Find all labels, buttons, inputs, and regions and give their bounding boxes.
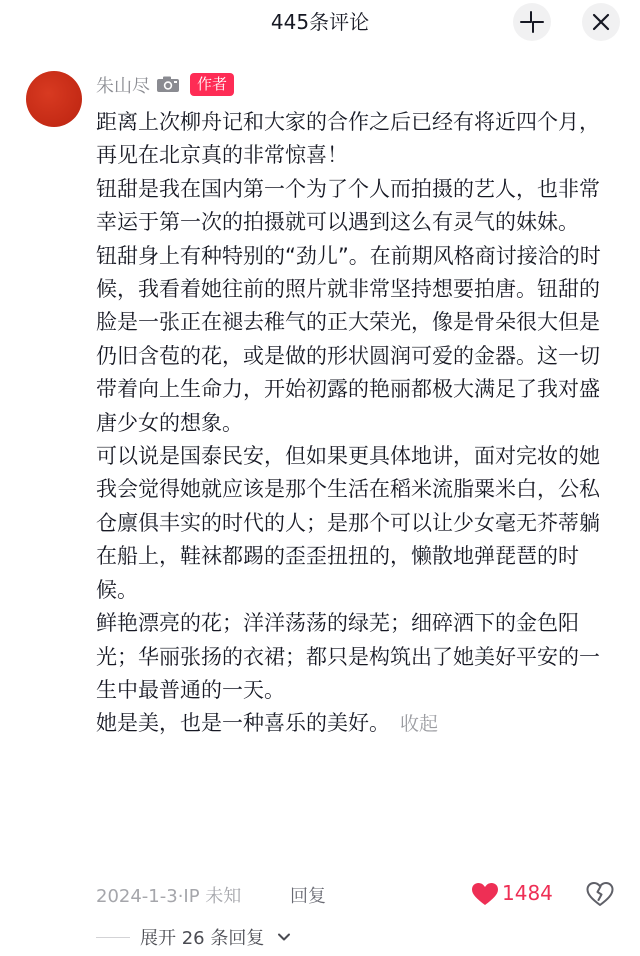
comment-body [96, 106, 616, 742]
comment-paragraph: 鲜艳漂亮的花；洋洋荡荡的绿芜；细碎洒下的金色阳光；华丽张扬的衣裙；都只是构筑出了她美好平安的一生中最普通的一天。 [96, 611, 600, 702]
expand-replies-button[interactable] [96, 922, 396, 952]
comment-paragraph: 可以说是国泰民安，但如果更具体地讲，面对完妆的她我会觉得她就应该是那个生活在稻米流脂粟米白，公私仓廪俱丰实的时代的人；是那个可以让少女毫无芥蒂躺在船上，鞋袜都踢的歪歪扭扭的，懒散地弹琵琶的时候。 [96, 444, 600, 602]
reply-button[interactable]: 回复 [290, 886, 326, 907]
collapse-icon [513, 3, 551, 41]
collapse-text-button[interactable]: 收起 [400, 713, 439, 736]
comment-paragraph: 钮甜身上有种特别的“劲儿”。在前期风格商讨接洽的时候，我看着她往前的照片就非常坚持想要拍唐。钮甜的脸是一张正在褪去稚气的正大荣光，像是骨朵很大但是仍旧含苞的花，或是做的形状圆润可爱的金器。这一切带着向上生命力，开始初露的艳丽都极大满足了我对盛唐少女的想象。 [96, 243, 601, 435]
comment-meta-row [96, 876, 616, 912]
comment-last-line [96, 707, 616, 741]
username[interactable]: 朱山尽 [96, 76, 150, 97]
author-badge: 作者 [190, 73, 234, 96]
heart-icon[interactable] [471, 882, 499, 906]
comment-paragraph: 她是美，也是一种喜乐的美好。 [96, 711, 390, 736]
like-count: 1484 [502, 881, 553, 905]
comment-date-location: 2024-1-3·IP 未知 [96, 886, 242, 907]
comment-paragraph: 距离上次柳舟记和大家的合作之后已经有将近四个月，再见在北京真的非常惊喜！ [96, 110, 600, 168]
close-button[interactable] [582, 3, 620, 41]
camera-icon [156, 76, 180, 93]
avatar[interactable] [26, 71, 82, 127]
close-icon [582, 3, 620, 41]
chevron-down-icon [277, 930, 291, 944]
broken-heart-icon[interactable] [586, 881, 614, 907]
comment-paragraph: 钮甜是我在国内第一个为了个人而拍摄的艺人，也非常幸运于第一次的拍摄就可以遇到这么有灵气的妹妹。 [96, 176, 600, 235]
comments-count-title: 445条评论 [270, 10, 370, 34]
comments-header [0, 0, 640, 46]
expand-replies-label: 展开 26 条回复 [140, 928, 265, 949]
collapse-panel-button[interactable] [513, 3, 551, 41]
expand-divider [96, 937, 130, 938]
